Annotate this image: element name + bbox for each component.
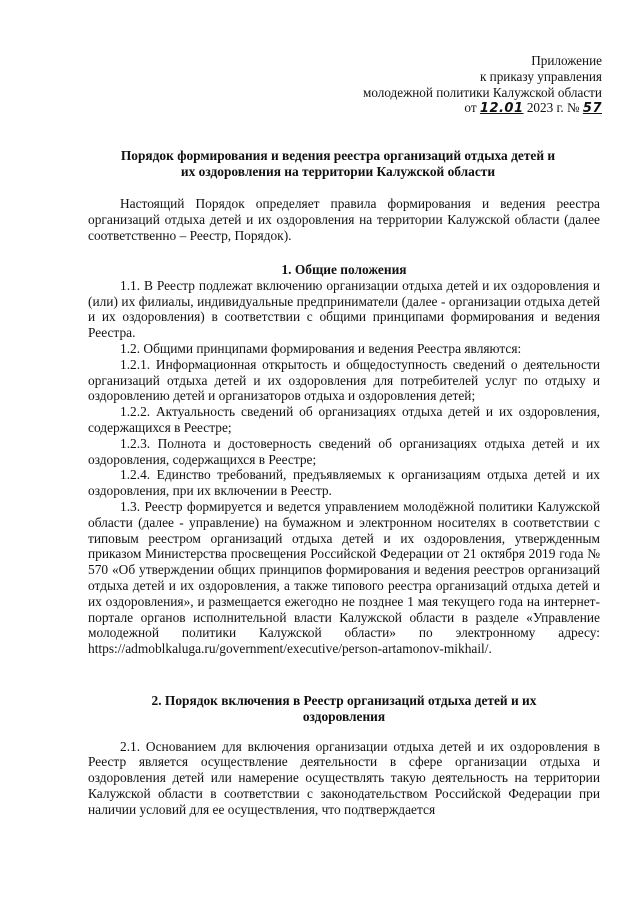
paragraph-1-2-2: 1.2.2. Актуальность сведений об организациях отдыха детей и их оздоровления, содержащихся в Реестре; bbox=[88, 404, 600, 435]
paragraph-1-3: 1.3. Реестр формируется и ведется управлением молодёжной политики Калужской области (далее - управление) на бумажном и электронном носителях в соответствии с типовым реестром организаций отдыха детей и их оздоровления, утвержденным приказом Министерства просвещения Российской Федерации от 21 октября 2019 года № 570 «Об утверждении общих принципов формирования и ведения реестров организаций отдыха детей и их оздоровления, а также типового реестра организаций отдыха детей и их оздоровления», и размещается ежегодно не позднее 1 мая текущего года на интернет-портале органов исполнительной власти Калужской области в разделе «Управление молодежной политики Калужской области» по электронному адресу: https://admoblkaluga.ru/government/executive/person-artamonov-mikhail/. bbox=[88, 498, 600, 657]
title-line-2: их оздоровления на территории Калужской области bbox=[180, 164, 496, 179]
section-2-heading-line-2: оздоровления bbox=[302, 708, 386, 724]
paragraph-1-1: 1.1. В Реестр подлежат включению организации отдыха детей и их оздоровления и (или) их филиалы, индивидуальные предприниматели (далее - организации отдыха детей и их оздоровления) в соответствии с общими принципами формирования и ведения Реестра. bbox=[88, 277, 600, 341]
section-2 bbox=[88, 693, 600, 818]
order-number-handwritten: 57 bbox=[582, 101, 602, 117]
header-line-2: к приказу управления bbox=[479, 68, 602, 84]
header-line-1: Приложение bbox=[531, 53, 602, 68]
appendix-header bbox=[363, 53, 602, 117]
order-date-suffix: 2023 г. № bbox=[523, 100, 583, 116]
document-title bbox=[110, 148, 566, 180]
header-line-4 bbox=[363, 100, 602, 117]
paragraph-1-2-3: 1.2.3. Полнота и достоверность сведений об организациях отдыха детей и их оздоровления, содержащихся в Реестре; bbox=[88, 435, 600, 467]
title-line-1: Порядок формирования и ведения реестра организаций отдыха детей и bbox=[120, 148, 556, 163]
section-2-heading-line-1: 2. Порядок включения в Реестр организаций отдыха детей и их bbox=[151, 693, 537, 708]
intro-block bbox=[88, 196, 600, 243]
paragraph-1-2-4: 1.2.4. Единство требований, предъявляемых к организациям отдыха детей и их оздоровления, при их включении в Реестр. bbox=[88, 467, 600, 499]
intro-paragraph: Настоящий Порядок определяет правила формирования и ведения реестра организаций отдыха детей и их оздоровления на территории Калужской области (далее соответственно – Реестр, Порядок). bbox=[88, 196, 600, 243]
paragraph-1-2-1: 1.2.1. Информационная открытость и общедоступность сведений о деятельности организаций отдыха детей и их оздоровления для потребителей услуг по отдыху и оздоровлению детей и организаторов отдыха и оздоровления детей; bbox=[88, 356, 600, 404]
order-date-prefix: от bbox=[464, 100, 480, 116]
section-1 bbox=[88, 262, 600, 657]
paragraph-1-2: 1.2. Общими принципами формирования и ведения Реестра являются: bbox=[120, 340, 522, 356]
header-line-3: молодежной политики Калужской области bbox=[362, 84, 602, 100]
paragraph-2-1: 2.1. Основанием для включения организации отдыха детей и их оздоровления в Реестр является осуществление деятельности в сфере организации отдыха и оздоровления детей или намерение осуществлять такую деятельность на территории Калужской области в соответствии с законодательством Российской Федерации при наличии условий для ее осуществления, что подтверждается bbox=[88, 738, 600, 817]
section-1-heading: 1. Общие положения bbox=[281, 262, 407, 277]
order-date-handwritten: 12.01 bbox=[479, 101, 524, 117]
